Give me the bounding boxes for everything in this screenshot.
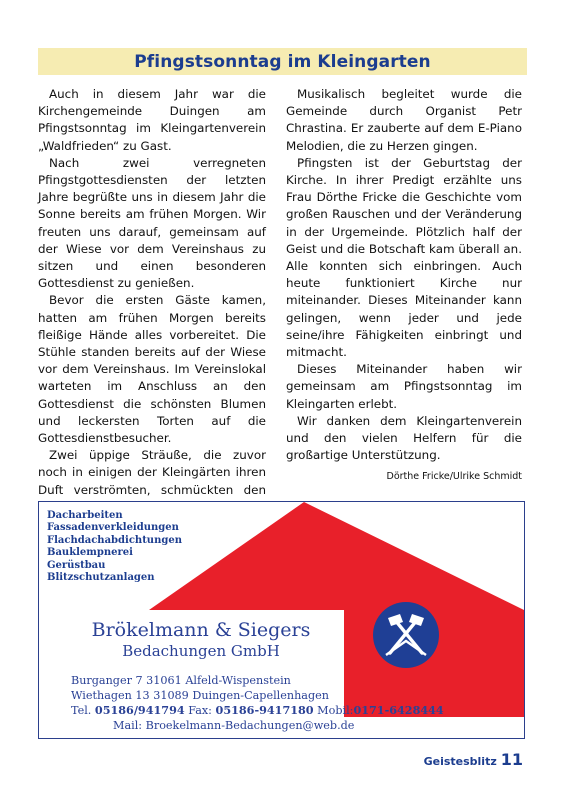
article-column-left xyxy=(38,86,266,516)
article-title-bar xyxy=(38,48,527,75)
service-list xyxy=(47,510,182,584)
address-line: Burganger 7 31061 Alfeld-Wispenstein xyxy=(71,674,291,687)
tel-label: Tel. xyxy=(71,704,92,717)
service-item: Fassadenverkleidungen xyxy=(47,522,179,534)
company-subtitle: Bedachungen GmbH xyxy=(122,642,280,660)
mail-address[interactable]: Broekelmann-Bedachungen@web.de xyxy=(145,719,355,732)
magazine-name: Geistesblitz xyxy=(423,755,497,768)
mail-label: Mail: xyxy=(113,719,143,732)
article-title: Pfingstsonntag im Kleingarten xyxy=(134,51,431,72)
company-block xyxy=(71,619,331,660)
paragraph: Auch in diesem Jahr war die Kirchengemeinde Duingen am Pfingstsonntag im Kleingartenverein „Waldfrieden“ zu Gast. xyxy=(38,87,266,153)
fax-number: 05186-9417180 xyxy=(215,703,314,717)
service-item: Gerüstbau xyxy=(47,559,106,571)
address-line: Wiethagen 13 31089 Duingen-Capellenhagen xyxy=(71,689,329,702)
paragraph: Wir danken dem Kleingartenverein und den vielen Helfern für die großartige Unterstützung. xyxy=(286,413,522,463)
company-name: Brökelmann & Siegers xyxy=(91,619,311,641)
mobil-number[interactable]: 0171-6428444 xyxy=(353,703,444,717)
phone-line xyxy=(71,703,444,718)
advertisement xyxy=(38,501,525,739)
paragraph: Bevor die ersten Gäste kamen, hatten am frühen Morgen bereits fleißige Hände alles vorbereitet. Die Stühle standen bereits auf der Wiese vor dem Vereinshaus. Im Vereinslokal warteten im Anschluss an den Gottesdienst die schönsten Blumen und leckersten Torten auf die Gottesdienstbesucher. xyxy=(38,293,266,446)
page-number: 11 xyxy=(500,750,523,769)
service-item: Dacharbeiten xyxy=(47,510,123,521)
paragraph: Nach zwei verregneten Pfingstgottesdiensten der letzten Jahre begrüßte uns in diesem Jahr die Sonne bereits am frühen Morgen. Wir freuten uns darauf, gemeinsam auf der Wiese vor dem Vereinshaus zu sitzen und einen besonderen Gottesdienst zu genießen. xyxy=(38,155,266,291)
fax-label: Fax: xyxy=(188,704,212,717)
page-footer xyxy=(424,750,523,769)
article-column-right xyxy=(286,86,522,486)
service-item: Blitzschutzanlagen xyxy=(47,572,155,584)
paragraph: Zwei üppige Sträuße, die zuvor noch in einigen der Kleingärten ihren Duft verströmten, schmückten den xyxy=(38,448,266,497)
service-item: Flachdachabdichtungen xyxy=(47,534,182,546)
tel-number[interactable]: 05186/941794 xyxy=(94,703,185,717)
paragraph: Dieses Miteinander haben wir gemeinsam am Pfingstsonntag im Kleingarten erlebt. xyxy=(286,362,522,411)
article-signature: Dörthe Fricke/Ulrike Schmidt xyxy=(386,471,522,483)
mobil-label: Mobil: xyxy=(317,704,354,717)
paragraph: Pfingsten ist der Geburtstag der Kirche. In ihrer Predigt erzählte uns Frau Dörthe Fricke die Geschichte vom großen Rauschen und der Veränderung in der Urgemeinde. Plötzlich half der Geist und die Botschaft kam überall an. Alle konnten sich einbringen. Auch heute funktioniert Kirche nur miteinander. Dieses Miteinander kann gelingen, wenn jeder und jede seine/ihre Fähigkeiten einbringt und mitmacht. xyxy=(286,155,522,360)
service-item: Bauklempnerei xyxy=(47,547,133,559)
mail-line xyxy=(71,718,444,733)
contact-block xyxy=(71,673,444,733)
paragraph: Musikalisch begleitet wurde die Gemeinde durch Organist Petr Chrastina. Er zauberte auf dem E-Piano Melodien, die zu Herzen gingen. xyxy=(286,87,522,153)
roofer-guild-logo-icon xyxy=(372,601,440,669)
